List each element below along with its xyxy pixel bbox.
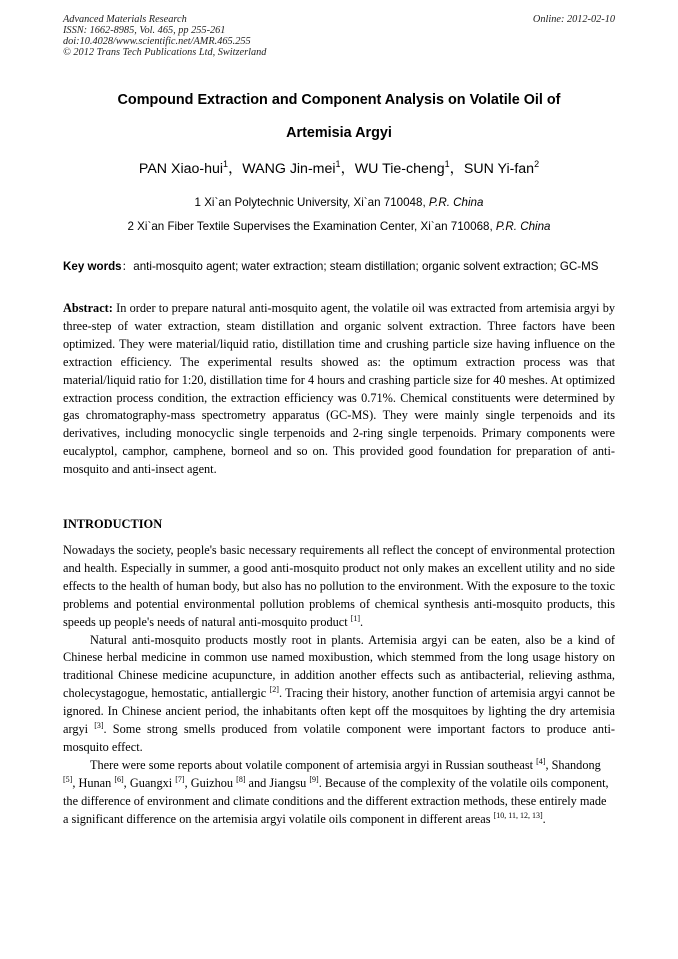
citation-ref[interactable]: [3]: [94, 721, 104, 731]
abstract: [63, 300, 615, 479]
author-separator: ，: [449, 161, 464, 177]
paragraph-2: [63, 632, 615, 757]
keywords-separator: ：: [121, 260, 134, 273]
author-affiliation-mark: 1: [223, 159, 229, 169]
author-list: [63, 158, 615, 178]
author-name: SUN Yi-fan: [463, 161, 535, 177]
keywords: [63, 259, 615, 276]
paragraph-text: and Jiangsu: [245, 775, 310, 790]
citation-ref[interactable]: [1]: [350, 613, 361, 623]
paragraph-text: , Hunan: [72, 775, 115, 790]
citation-ref[interactable]: [2]: [269, 685, 279, 695]
affiliation-text: 1 Xi`an Polytechnic University, Xi`an 710048,: [194, 196, 429, 209]
affiliation-2: [63, 220, 615, 233]
citation-ref[interactable]: [8]: [236, 774, 246, 784]
paper-title-line-2: Artemisia Argyi: [286, 125, 392, 141]
paragraph-text: , Guizhou: [184, 775, 237, 790]
paragraph-1: [63, 542, 615, 632]
keywords-text: anti-mosquito agent; water extraction; steam distillation; organic solvent extraction; GC-MS: [133, 260, 599, 273]
copyright-line: © 2012 Trans Tech Publications Ltd, Switzerland: [63, 47, 267, 58]
affiliation-1: [63, 196, 615, 209]
author-name: WANG Jin-mei: [242, 161, 336, 177]
paragraph-text: . Some strong smells produced from volatile component were important factors to produce anti-mosquito effect.: [63, 722, 615, 754]
paragraph-text: Natural anti-mosquito products mostly root in plants. Artemisia argyi can be eaten, also be a kind of Chinese herbal medicine in common use named moxibustion, which stemmed from the long usage history on traditional Chinese medicine acupuncture, in addition another effects such as antibacterial, relieving asthma, cholecystagogue, hemostatic, antiallergic: [63, 632, 615, 701]
paragraph-text: .: [542, 811, 546, 826]
paragraph-text: Nowadays the society, people's basic necessary requirements all reflect the concept of environmental protection and health. Especially in summer, a good anti-mosquito product not only makes an excellent utility and no side effects to the health of human body, but also has no pollution to the environment. With the exposure to the toxic problems and potential environmental pollution problems of chemical synthesis anti-mosquito products, this speeds up people's needs of natural anti-mosquito product: [63, 543, 615, 629]
citation-ref[interactable]: [9]: [309, 774, 319, 784]
citation-ref[interactable]: [10, 11, 12, 13]: [493, 810, 543, 820]
issn-line: ISSN: 1662-8985, Vol. 465, pp 255-261: [63, 25, 226, 36]
journal-name: Advanced Materials Research: [63, 14, 187, 25]
introduction-body: [63, 542, 615, 829]
abstract-label: Abstract:: [63, 301, 113, 315]
online-date: Online: 2012-02-10: [532, 14, 615, 25]
author-name: PAN Xiao-hui: [138, 161, 224, 177]
author-separator: ，: [228, 161, 243, 177]
author-affiliation-mark: 2: [534, 159, 540, 169]
citation-ref[interactable]: [5]: [63, 774, 73, 784]
paragraph-text: . Tracing their history, another function of artemisia argyi cannot be ignored. In Chinese ancient period, the inhabitants often kept off the mosquitoes by lighting the dry artemisia argyi: [63, 686, 615, 737]
paper-title-line-1: Compound Extraction and Component Analysis on Volatile Oil of: [117, 92, 561, 108]
paragraph-text: There were some reports about volatile component of artemisia argyi in Russian southeast: [90, 757, 537, 772]
paragraph-3: [63, 757, 615, 829]
paragraph-text: , Guangxi: [123, 775, 176, 790]
section-heading-introduction: INTRODUCTION: [63, 517, 163, 531]
paragraph-text: . Because of the complexity of the volatile oils component, the difference of environment and climate conditions and the different extraction methods, these entirely made a significant difference on the artemisia argyi volatile oils component in different areas: [63, 775, 609, 826]
author-separator: ，: [340, 161, 355, 177]
author-name: WU Tie-cheng: [354, 161, 445, 177]
paragraph-text: , Shandong: [545, 757, 601, 772]
paragraph-text: .: [360, 614, 364, 629]
keywords-label: Key words: [63, 260, 122, 273]
author-affiliation-mark: 1: [335, 159, 341, 169]
author-affiliation-mark: 1: [444, 159, 450, 169]
doi-line: doi:10.4028/www.scientific.net/AMR.465.255: [63, 36, 251, 47]
citation-ref[interactable]: [6]: [114, 774, 124, 784]
publication-header: [63, 14, 615, 58]
affiliation-text: 2 Xi`an Fiber Textile Supervises the Examination Center, Xi`an 710068,: [127, 220, 496, 233]
citation-ref[interactable]: [4]: [536, 756, 546, 766]
affiliation-country: P.R. China: [428, 196, 484, 209]
abstract-text: In order to prepare natural anti-mosquito agent, the volatile oil was extracted from artemisia argyi by three-step of water extraction, steam distillation and organic solvent extraction. Three factors have been optimized. They were material/liquid ratio, distillation time and crushing particle size having influence on the extraction efficiency. The experimental results showed as: the optimum extraction process was that material/liquid ratio for 1:20, distillation time for 4 hours and crashing particle size for 40 meshes. At optimized extraction process condition, the extraction efficiency was 0.71%. Chemical constituents were determined by gas chromatography-mass spectrometry apparatus (GC-MS). They were mainly single terpenoids and its derivatives, including monocyclic single terpenoids and 2-ring single terpenoids. Primary components were eucalyptol, camphor, camphene, borneol and so on. This provided good foundation for preparation of anti-mosquito and anti-insect agent.: [63, 301, 615, 477]
affiliation-country: P.R. China: [495, 220, 551, 233]
citation-ref[interactable]: [7]: [175, 774, 185, 784]
